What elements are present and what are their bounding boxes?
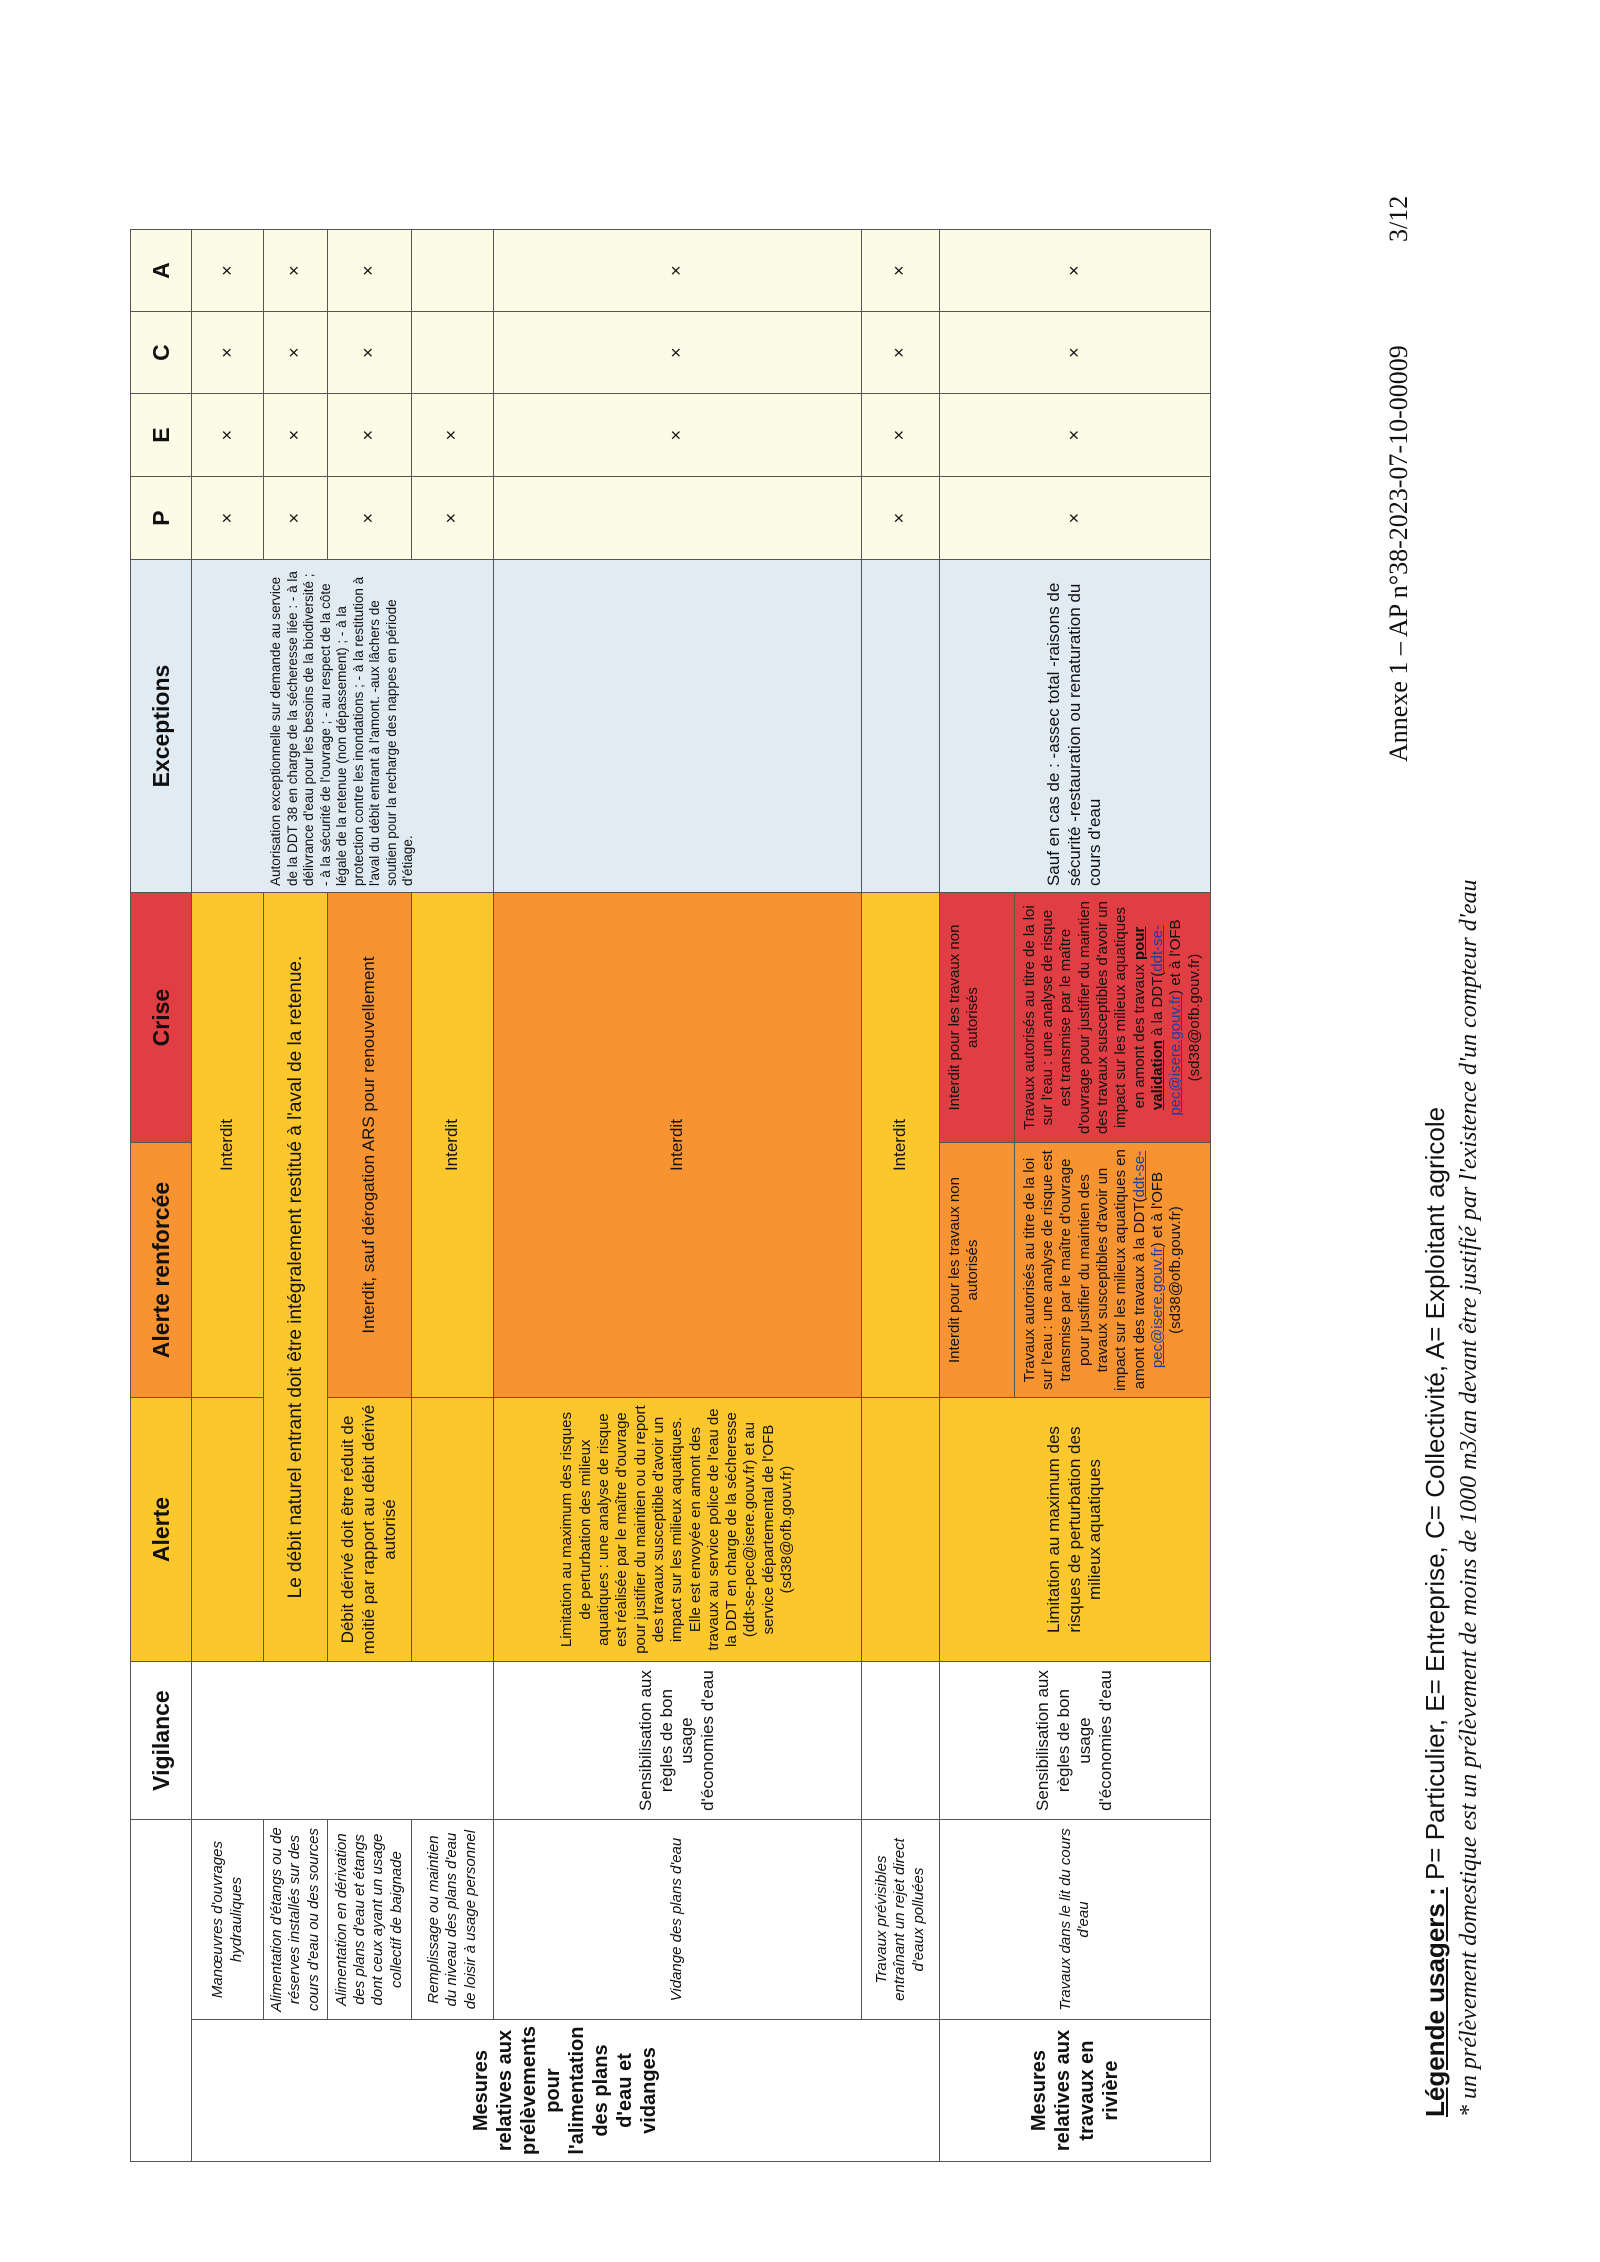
crise-autorises-text <box>1015 893 1210 1142</box>
cell-travaux-rejet-interdit: Interdit <box>861 893 939 1398</box>
cell-vidange-vigilance: Sensibilisation aux règles de bon usage d'économies d'eau <box>493 1662 861 1820</box>
crise-interdit-non-autorises: Interdit pour les travaux non autorisés <box>940 893 1015 1142</box>
header-c: C <box>131 312 192 394</box>
row-travaux-rejet <box>861 230 939 2162</box>
crise-end: ) et à l'OFB (sd38@ofb.gouv.fr) <box>1167 919 1203 1082</box>
mark-rejet-c: × <box>861 312 939 394</box>
renforcee-body: Travaux autorisés au titre de la loi sur l'eau : une analyse de risque est transmise par le maître d'ouvrage pour justifier du maintien des travaux susceptibles d'avoir un impact sur les milieux aquatiques en amont des travaux à la DDT( <box>1020 1149 1148 1391</box>
header-exceptions: Exceptions <box>131 560 192 893</box>
alerte-empty-manoeuvres <box>192 1398 264 1662</box>
vigilance-empty-plans <box>192 1662 494 1820</box>
row-label-remplissage: Remplissage ou maintien du niveau des plans d'eau de loisir à usage personnel <box>411 1820 493 2020</box>
cell-derivation-alerte: Débit dérivé doit être réduit de moitié par rapport au débit dérivé autorisé <box>327 1398 411 1662</box>
cell-travaux-lit-vigilance: Sensibilisation aux règles de bon usage d'économies d'eau <box>939 1662 1210 1820</box>
cell-derivation-renforcee-crise: Interdit, sauf dérogation ARS pour renouvellement <box>327 893 411 1398</box>
mark-rejet-e: × <box>861 394 939 477</box>
footnote: * un prélèvement domestique est un prélèvement de moins de 1000 m3/an devant être justifié par l'existence d'un compteur d'eau <box>1456 879 1482 2117</box>
renforcee-end: ) et à l'OFB (sd38@ofb.gouv.fr) <box>1148 1171 1185 1334</box>
crise-mid: à la DDT( <box>1148 971 1166 1041</box>
mark-vidange-c: × <box>493 312 861 394</box>
crise-body: Travaux autorisés au titre de la loi sur l'eau : une analyse de risque est transmise par le maître d'ouvrage pour justifier du maintien des travaux susceptibles d'avoir un impact sur les milieux aquatiques en amont des travaux <box>1020 901 1148 1135</box>
mark-manoeuvres-c: × <box>192 312 264 394</box>
annex-reference: Annexe 1 – AP n°38-2023-07-10-00009 <box>1384 345 1413 762</box>
measures-table <box>130 229 1211 2162</box>
cell-travaux-lit-crise <box>939 893 1210 1143</box>
header-crise: Crise <box>131 893 192 1143</box>
header-alerte: Alerte <box>131 1398 192 1662</box>
mark-alim-etangs-c: × <box>264 312 328 394</box>
row-vidange <box>493 230 861 2162</box>
exceptions-rejet-empty <box>861 560 939 893</box>
crise-pour-validation: pour validation <box>1130 926 1166 1111</box>
mark-derivation-a: × <box>327 230 411 312</box>
mark-remplissage-e: × <box>411 394 493 477</box>
mark-rejet-p: × <box>861 477 939 560</box>
row-label-manoeuvres: Manœuvres d'ouvrages hydrauliques <box>192 1820 264 2020</box>
mark-derivation-c: × <box>327 312 411 394</box>
row-travaux-lit <box>939 230 1210 2162</box>
cell-alim-etangs-merged: Le débit naturel entrant doit être intégralement restitué à l'aval de la retenue. <box>264 893 328 1662</box>
alerte-empty-remplissage <box>411 1398 493 1662</box>
mark-lit-c: × <box>939 312 1210 394</box>
legend-text: P= Particulier, E= Entreprise, C= Collectivité, A= Exploitant agricole <box>1420 1106 1450 1888</box>
row-label-alim-etangs: Alimentation d'étangs ou de réserves installés sur des cours d'eau ou des sources <box>264 1820 328 2020</box>
mark-derivation-e: × <box>327 394 411 477</box>
mark-alim-etangs-a: × <box>264 230 328 312</box>
crise-ddt-link[interactable]: ddt-se-pec@isere.gouv.fr <box>1148 925 1185 1116</box>
row-label-vidange: Vidange des plans d'eau <box>493 1820 861 2020</box>
row-label-derivation: Alimentation en dérivation des plans d'eau et étangs dont ceux ayant un usage collectif de baignade <box>327 1820 411 2020</box>
vigilance-empty-rejet <box>861 1662 939 1820</box>
cell-vidange-interdit: Interdit <box>493 893 861 1398</box>
cell-manoeuvres-interdit: Interdit <box>192 893 264 1398</box>
mark-vidange-p <box>493 477 861 560</box>
mark-rejet-a: × <box>861 230 939 312</box>
exceptions-plans-eau: Autorisation exceptionnelle sur demande au service de la DDT 38 en charge de la sécheresse liée : - à la délivrance d'eau pour les besoins de la biodiversité ; - à la sécurité de l'ouvrage ; - au respect de la côte légale de la retenue (non dépassement) ; - à la protection contre les inondations ; - à la restitution à l'aval du débit entrant à l'amont. -aux lâchers de soutien pour la recharge des nappes en période d'étiage. <box>192 560 494 893</box>
exceptions-riviere: Sauf en cas de : -assec total -raisons de sécurité -restauration ou renaturation du cours d'eau <box>939 560 1210 893</box>
mark-lit-a: × <box>939 230 1210 312</box>
mark-remplissage-c <box>411 312 493 394</box>
row-alim-etangs <box>264 230 328 2162</box>
mark-lit-e: × <box>939 394 1210 477</box>
legend-label: Légende usagers : <box>1420 1887 1450 2117</box>
users-legend <box>1420 1107 1451 2117</box>
header-row <box>131 230 192 2162</box>
row-manoeuvres <box>192 230 264 2162</box>
header-blank <box>131 1820 192 2162</box>
mark-manoeuvres-e: × <box>192 394 264 477</box>
row-remplissage <box>411 230 493 2162</box>
renforcee-interdit-non-autorises: Interdit pour les travaux non autorisés <box>940 1143 1015 1397</box>
mark-manoeuvres-p: × <box>192 477 264 560</box>
row-derivation <box>327 230 411 2162</box>
mark-alim-etangs-p: × <box>264 477 328 560</box>
renforcee-ddt-link[interactable]: ddt-se-pec@isere.gouv.fr <box>1130 1150 1166 1369</box>
mark-remplissage-a <box>411 230 493 312</box>
mark-vidange-a: × <box>493 230 861 312</box>
mark-alim-etangs-e: × <box>264 394 328 477</box>
row-label-travaux-rejet: Travaux prévisibles entraînant un rejet direct d'eaux polluées <box>861 1820 939 2020</box>
mark-remplissage-p: × <box>411 477 493 560</box>
mark-vidange-e: × <box>493 394 861 477</box>
group-label-riviere: Mesures relatives aux travaux en rivière <box>939 2020 1210 2162</box>
header-vigilance: Vigilance <box>131 1662 192 1820</box>
cell-remplissage-interdit: Interdit <box>411 893 493 1398</box>
measures-table-wrap <box>130 229 1211 2162</box>
mark-manoeuvres-a: × <box>192 230 264 312</box>
mark-derivation-p: × <box>327 477 411 560</box>
cell-travaux-lit-renforcee <box>939 1143 1210 1398</box>
cell-vidange-alerte: Limitation au maximum des risques de perturbation des milieux aquatiques : une analyse de risque est réalisée par le maître d'ouvrage pour justifier du maintien ou du report des travaux susceptible d'avoir un impact sur les milieux aquatiques. Elle est envoyée en amont des travaux au service police de l'eau de la DDT en charge de la sécheresse (ddt-se-pec@isere.gouv.fr) et au service départemental de l'OFB (sd38@ofb.gouv.fr) <box>493 1398 861 1662</box>
exceptions-vidange-empty <box>493 560 861 893</box>
page-number: 3/12 <box>1384 195 1413 242</box>
alerte-empty-rejet <box>861 1398 939 1662</box>
row-label-travaux-lit: Travaux dans le lit du cours d'eau <box>939 1820 1210 2020</box>
header-p: P <box>131 477 192 560</box>
header-alerte-renforcee: Alerte renforcée <box>131 1143 192 1398</box>
renforcee-autorises-text <box>1015 1143 1192 1397</box>
group-label-plans-eau: Mesures relatives aux prélèvements pour l'alimentation des plans d'eau et vidanges <box>192 2020 940 2162</box>
header-a: A <box>131 230 192 312</box>
mark-lit-p: × <box>939 477 1210 560</box>
cell-travaux-lit-alerte: Limitation au maximum des risques de perturbation des milieux aquatiques <box>939 1398 1210 1662</box>
header-e: E <box>131 394 192 477</box>
